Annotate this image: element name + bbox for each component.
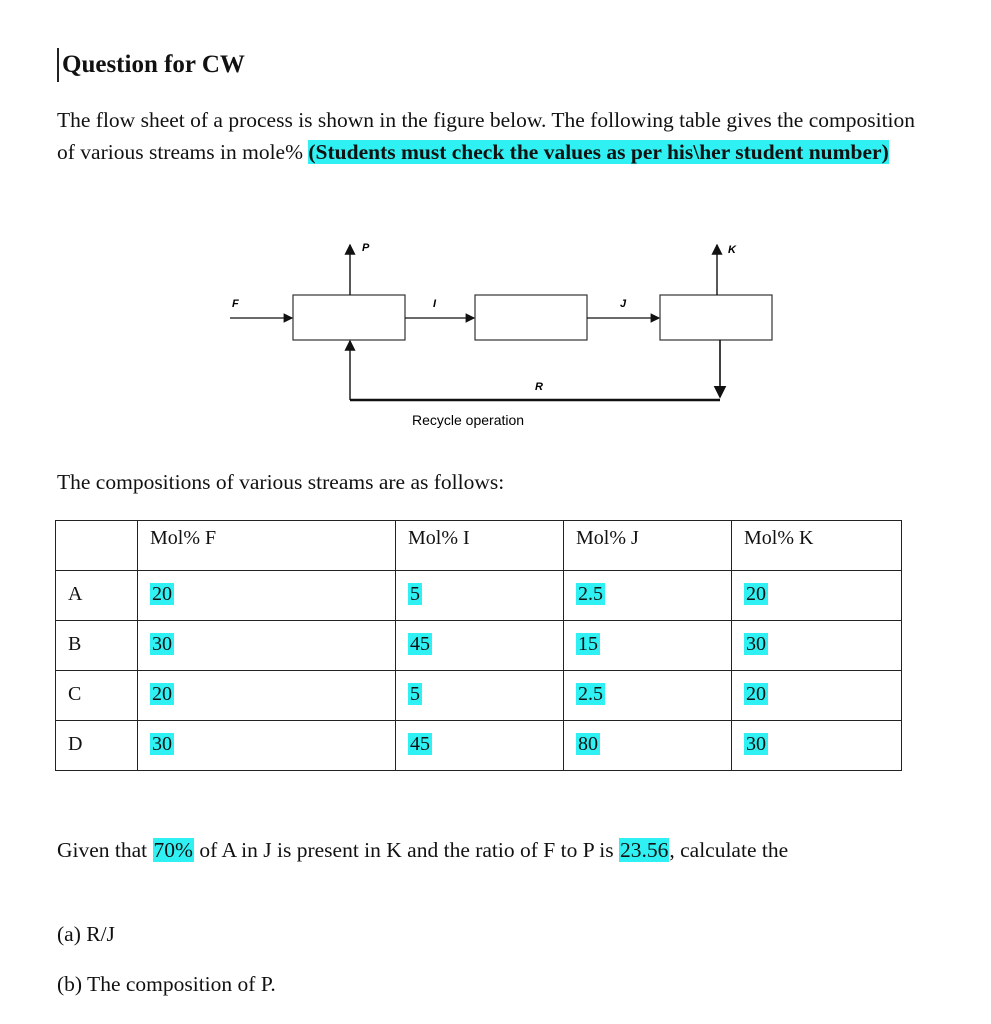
flow-sheet-diagram (200, 225, 800, 440)
cell-value: 5 (410, 683, 420, 705)
cell-value: 15 (578, 633, 598, 655)
table-cell (564, 721, 732, 771)
table-cell (564, 571, 732, 621)
cell-value: 30 (152, 633, 172, 655)
intro-text: The flow sheet of a process is shown in the figure below. The following table gives the composition of various streams in mole% (57, 108, 916, 164)
cell-value: 5 (410, 583, 420, 605)
cell-value: 45 (410, 733, 430, 755)
unit-box-3 (660, 295, 772, 340)
stream-j-label: J (620, 298, 627, 310)
cell-value: 30 (746, 733, 766, 755)
table-cell (732, 571, 902, 621)
header-cell-f: Mol% F (138, 521, 396, 571)
intro-highlight: (Students must check the values as per his\her student number) (308, 140, 889, 164)
page-title: Question for CW (57, 48, 249, 82)
table-cell (138, 671, 396, 721)
cell-value: 30 (746, 633, 766, 655)
row-label: B (56, 621, 138, 671)
stream-p-label: P (362, 242, 370, 254)
diagram-caption: Recycle operation (412, 412, 525, 428)
cell-value: 2.5 (578, 683, 603, 705)
table-row (56, 721, 902, 771)
question-part-a: (a) R/J (57, 922, 115, 946)
unit-box-1 (293, 295, 405, 340)
table-cell (564, 671, 732, 721)
table-row (56, 571, 902, 621)
table-row (56, 621, 902, 671)
table-cell (732, 721, 902, 771)
composition-table (55, 520, 902, 771)
cell-value: 45 (410, 633, 430, 655)
cell-value: 20 (152, 683, 172, 705)
intro-paragraph (57, 104, 917, 168)
cell-value: 20 (152, 583, 172, 605)
table-caption: The compositions of various streams are as follows: (57, 470, 505, 494)
given-text-1: Given that (57, 838, 153, 862)
question-part-b: (b) The composition of P. (57, 972, 276, 996)
table-header-row (56, 521, 902, 571)
row-label: C (56, 671, 138, 721)
table-row (56, 671, 902, 721)
table-cell (564, 621, 732, 671)
table-cell (396, 621, 564, 671)
given-text-2: of A in J is present in K and the ratio of F to P is (193, 838, 619, 862)
cell-value: 80 (578, 733, 598, 755)
table-cell (396, 571, 564, 621)
table-cell (138, 721, 396, 771)
given-highlight-percent: 70% (153, 838, 193, 862)
stream-r-label: R (535, 381, 543, 393)
stream-k-label: K (728, 244, 736, 256)
table-cell (732, 621, 902, 671)
cell-value: 30 (152, 733, 172, 755)
stream-f-label: F (232, 298, 239, 310)
stream-i-label: I (433, 298, 437, 310)
header-cell-i: Mol% I (396, 521, 564, 571)
given-text-3: , calculate the (669, 838, 789, 862)
cell-value: 2.5 (578, 583, 603, 605)
cell-value: 20 (746, 683, 766, 705)
table-cell (138, 621, 396, 671)
table-cell (732, 671, 902, 721)
unit-box-2 (475, 295, 587, 340)
table-cell (396, 721, 564, 771)
given-highlight-ratio: 23.56 (619, 838, 669, 862)
cell-value: 20 (746, 583, 766, 605)
table-cell (396, 671, 564, 721)
table-cell (138, 571, 396, 621)
header-cell-empty (56, 521, 138, 571)
header-cell-k: Mol% K (732, 521, 902, 571)
header-cell-j: Mol% J (564, 521, 732, 571)
given-paragraph (57, 833, 917, 867)
row-label: D (56, 721, 138, 771)
row-label: A (56, 571, 138, 621)
